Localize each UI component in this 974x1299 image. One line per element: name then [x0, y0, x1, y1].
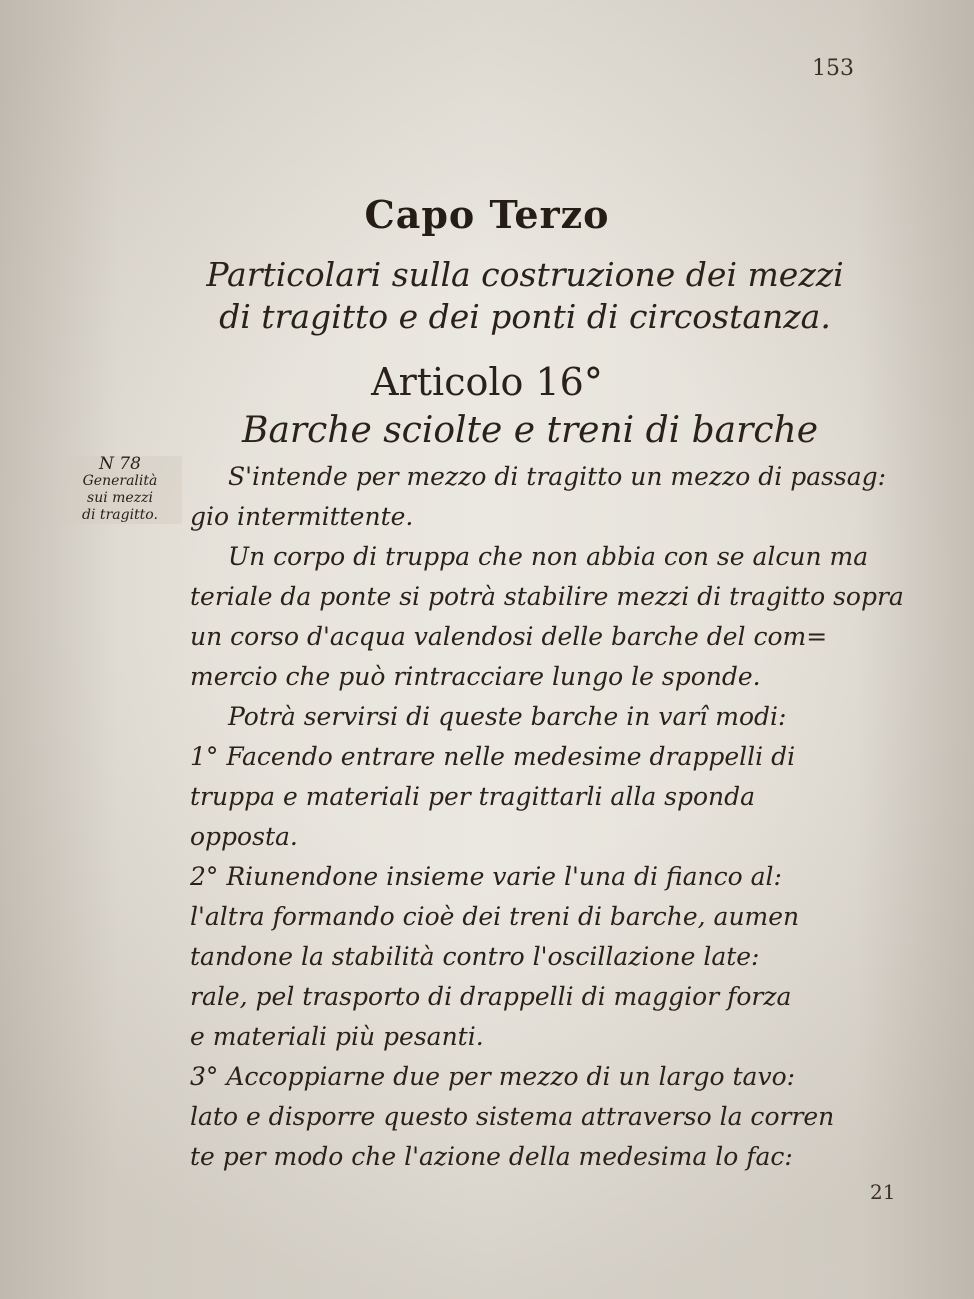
body-line: teriale da ponte si potrà stabilire mezzi di tragitto sopra — [190, 582, 904, 611]
body-line: 3° Accoppiarne due per mezzo di un largo tavo: — [190, 1062, 796, 1091]
body-line: gio intermittente. — [190, 502, 414, 531]
body-line: rale, pel trasporto di drappelli di maggior forza — [190, 982, 792, 1011]
body-line: tandone la stabilità contro l'oscillazione late: — [190, 942, 760, 971]
article-title: Barche sciolte e treni di barche — [241, 410, 819, 451]
chapter-subtitle-line: Particolari sulla costruzione dei mezzi — [206, 255, 844, 294]
body-line: te per modo che l'azione della medesima lo fac: — [190, 1142, 793, 1171]
body-line: Un corpo di truppa che non abbia con se alcun ma — [228, 542, 869, 571]
page-number: 153 — [812, 56, 854, 81]
body-line: un corso d'acqua valendosi delle barche del com= — [190, 622, 828, 651]
margin-note-line: Generalità — [82, 473, 158, 489]
body-line: Potrà servirsi di queste barche in varî modi: — [228, 702, 787, 731]
body-line: truppa e materiali per tragittarli alla sponda — [190, 782, 756, 811]
margin-note-line: di tragitto. — [82, 507, 158, 523]
body-line: lato e disporre questo sistema attraverso la corren — [190, 1102, 835, 1131]
margin-note — [58, 456, 182, 524]
margin-note-number: N 78 — [99, 454, 141, 474]
folio-number: 21 — [870, 1180, 896, 1204]
body-line: opposta. — [190, 822, 298, 851]
margin-note-line: sui mezzi — [87, 490, 153, 506]
body-line: 2° Riunendone insieme varie l'una di fianco al: — [190, 862, 782, 891]
body-line: mercio che può rintracciare lungo le sponde. — [190, 662, 761, 691]
body-line: l'altra formando cioè dei treni di barche, aumen — [190, 902, 800, 931]
chapter-heading: Capo Terzo — [364, 192, 610, 237]
chapter-subtitle-line: di tragitto e dei ponti di circostanza. — [219, 297, 831, 336]
body-line: 1° Facendo entrare nelle medesime drappelli di — [190, 742, 796, 771]
article-heading: Articolo 16° — [371, 360, 603, 404]
body-line: e materiali più pesanti. — [190, 1022, 484, 1051]
body-line: S'intende per mezzo di tragitto un mezzo di passag: — [228, 462, 887, 491]
